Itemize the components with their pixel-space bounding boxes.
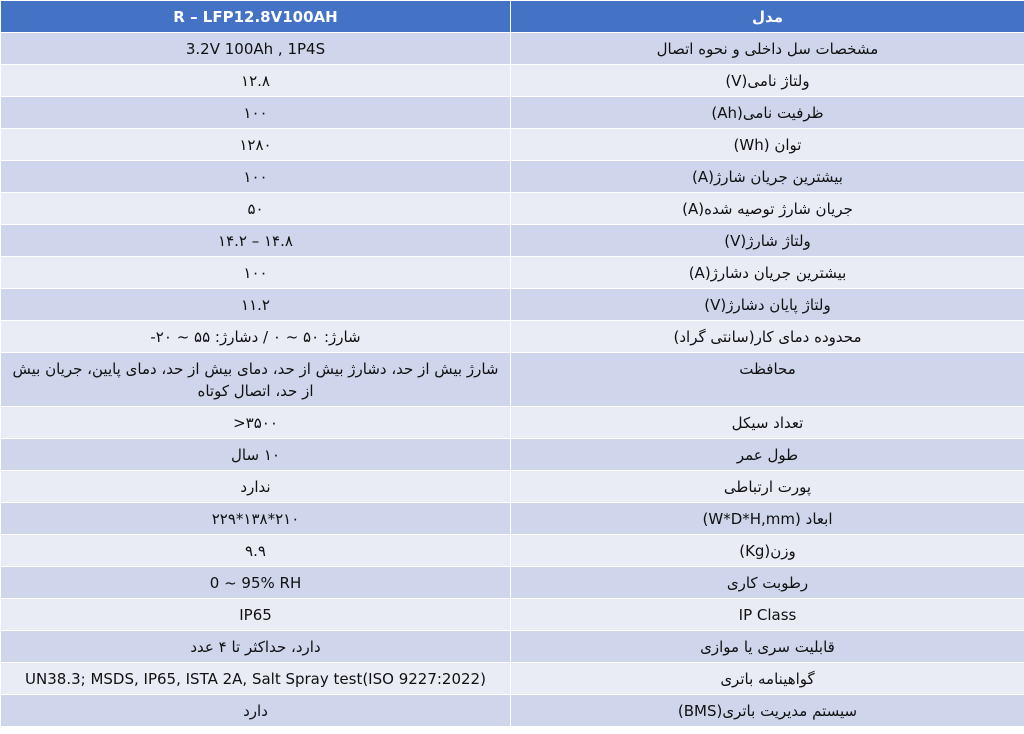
row-value: ۱۲۸۰ <box>1 129 511 161</box>
table-row <box>1 353 1024 407</box>
row-value: ۱۲.۸ <box>1 65 511 97</box>
row-label: تعداد سیکل <box>511 407 1024 439</box>
row-value: UN38.3; MSDS, IP65, ISTA 2A, Salt Spray test(ISO 9227:2022) <box>1 663 511 695</box>
row-label: ولتاژ پایان دشارژ(V) <box>511 289 1024 321</box>
row-value: ۲۲۹*۱۳۸*۲۱۰ <box>1 503 511 535</box>
row-label: جریان شارژ توصیه شده(A) <box>511 193 1024 225</box>
row-value: ۱۴.۲ – ۱۴.۸ <box>1 225 511 257</box>
table-row <box>1 535 1024 567</box>
table-header-row <box>1 1 1024 33</box>
table-row <box>1 471 1024 503</box>
row-value: دارد <box>1 695 511 727</box>
row-label: طول عمر <box>511 439 1024 471</box>
row-value: شارژ: ۵۰ ~ ۰ / دشارژ: ۵۵ ~ ۲۰- <box>1 321 511 353</box>
row-label: ولتاژ شارژ(V) <box>511 225 1024 257</box>
table-row <box>1 225 1024 257</box>
table-row <box>1 567 1024 599</box>
row-value: ۱۰ سال <box>1 439 511 471</box>
row-value: دارد، حداکثر تا ۴ عدد <box>1 631 511 663</box>
row-value: ندارد <box>1 471 511 503</box>
table-row <box>1 407 1024 439</box>
row-label: توان (Wh) <box>511 129 1024 161</box>
row-label: سیستم مدیریت باتری(BMS) <box>511 695 1024 727</box>
table-row <box>1 257 1024 289</box>
table-row <box>1 65 1024 97</box>
header-model-value: R – LFP12.8V100AH <box>1 1 511 33</box>
row-label: وزن(Kg) <box>511 535 1024 567</box>
table-row <box>1 439 1024 471</box>
row-value: 0 ~ 95% RH <box>1 567 511 599</box>
row-label: قابلیت سری یا موازی <box>511 631 1024 663</box>
table-row <box>1 321 1024 353</box>
row-label: مشخصات سل داخلی و نحوه اتصال <box>511 33 1024 65</box>
row-value: شارژ بیش از حد، دشارژ بیش از حد، دمای بیش از حد، دمای پایین، جریان بیش از حد، اتصال کوتاه <box>1 353 511 407</box>
row-label: ابعاد (W*D*H,mm) <box>511 503 1024 535</box>
row-label: پورت ارتباطی <box>511 471 1024 503</box>
row-label: بیشترین جریان دشارژ(A) <box>511 257 1024 289</box>
table-row <box>1 193 1024 225</box>
row-value: ۱۱.۲ <box>1 289 511 321</box>
table-row <box>1 129 1024 161</box>
row-value: ۵۰ <box>1 193 511 225</box>
row-label: ولتاژ نامی(V) <box>511 65 1024 97</box>
table-row <box>1 503 1024 535</box>
row-value: ۱۰۰ <box>1 161 511 193</box>
row-label: محافظت <box>511 353 1024 407</box>
row-label: رطوبت کاری <box>511 567 1024 599</box>
row-label: بیشترین جریان شارژ(A) <box>511 161 1024 193</box>
table-row <box>1 97 1024 129</box>
row-label: ظرفیت نامی(Ah) <box>511 97 1024 129</box>
table-row <box>1 289 1024 321</box>
row-label: محدوده دمای کار(سانتی گراد) <box>511 321 1024 353</box>
header-model-label: مدل <box>511 1 1024 33</box>
table-row <box>1 695 1024 727</box>
row-value: >۳۵۰۰ <box>1 407 511 439</box>
row-label: IP Class <box>511 599 1024 631</box>
row-value: ۱۰۰ <box>1 97 511 129</box>
row-label: گواهینامه باتری <box>511 663 1024 695</box>
table-row <box>1 161 1024 193</box>
row-value: ۹.۹ <box>1 535 511 567</box>
row-value: IP65 <box>1 599 511 631</box>
row-value: ۱۰۰ <box>1 257 511 289</box>
table-row <box>1 33 1024 65</box>
table-row <box>1 599 1024 631</box>
row-value: 3.2V 100Ah , 1P4S <box>1 33 511 65</box>
table-row <box>1 663 1024 695</box>
table-row <box>1 631 1024 663</box>
